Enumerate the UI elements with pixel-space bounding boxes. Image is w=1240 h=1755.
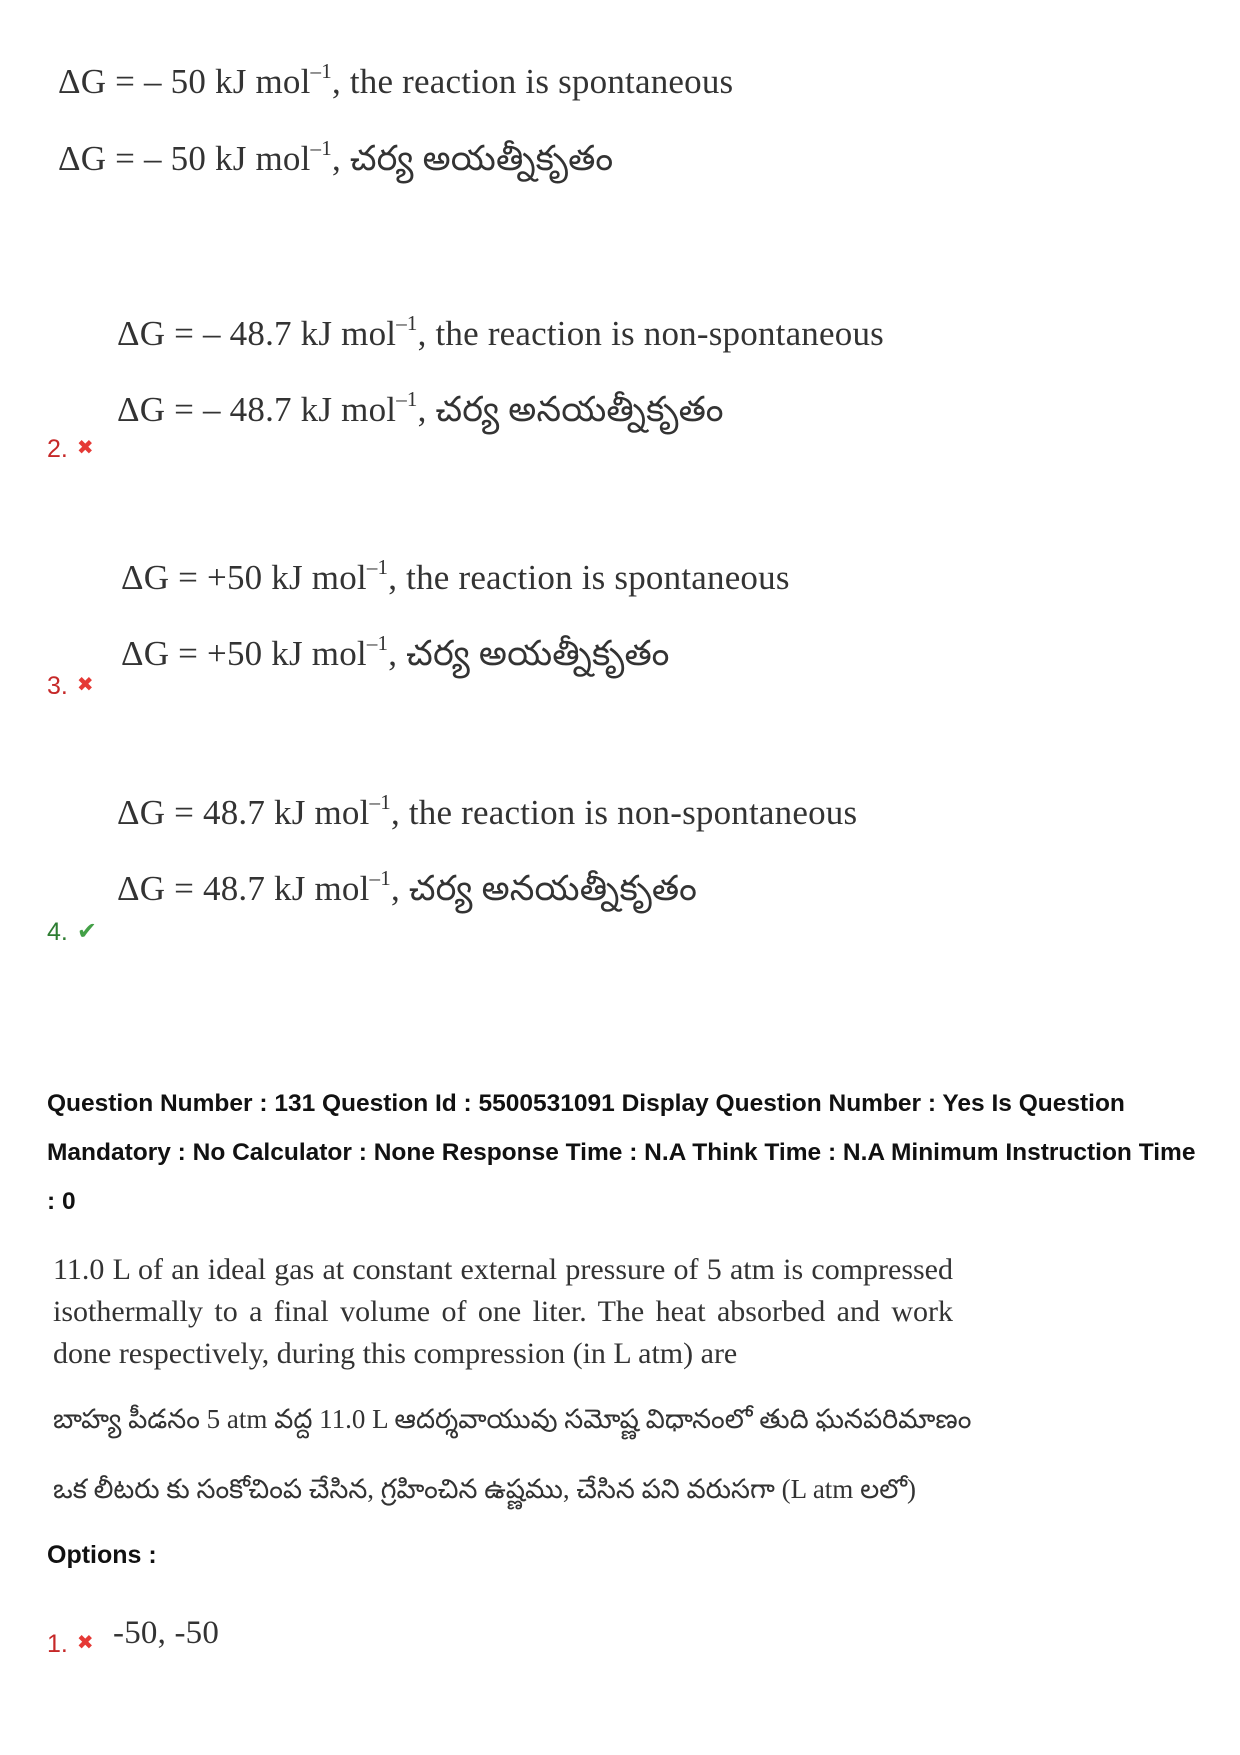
option3-equation-te: ΔG = +50 kJ mol$^{-1}$, చర్య అయత్నీకృతం xyxy=(121,631,670,673)
option1-equation-en: ΔG = – 50 kJ mol$^{-1}$, the reaction is spontaneous xyxy=(58,59,734,101)
option2-equation-en: ΔG = – 48.7 kJ mol$^{-1}$, the reaction is non-spontaneous xyxy=(117,311,884,353)
option4-equation-en: ΔG = 48.7 kJ mol$^{-1}$, the reaction is non-spontaneous xyxy=(117,790,858,832)
option1-equation-te: ΔG = – 50 kJ mol$^{-1}$, చర్య అయత్నీకృతం xyxy=(58,136,614,178)
option3-number: 3. ✖ xyxy=(47,672,94,700)
question-text-te-line2: ఒక లీటరు కు సంకోచింప చేసిన, గ్రహించిన ఉష్ణము, చేసిన పని వరుసగా (L atm లలో) xyxy=(53,1474,916,1504)
cross-icon: ✖ xyxy=(76,674,94,696)
q131-option1-text: -50, -50 xyxy=(113,1615,220,1651)
question-text-en: 11.0 L of an ideal gas at constant external pressure of 5 atm is compressed isothermally to a final volume of one liter. The heat absorbed and work done respectively, during this compression (in L atm) are xyxy=(53,1253,953,1370)
option4-equation-te: ΔG = 48.7 kJ mol$^{-1}$, చర్య అనయత్నీకృతం xyxy=(117,866,698,908)
option3-equation-en: ΔG = +50 kJ mol$^{-1}$, the reaction is spontaneous xyxy=(121,555,790,597)
check-icon: ✔ xyxy=(76,918,97,945)
question-metadata: Question Number : 131 Question Id : 5500531091 Display Question Number : Yes Is Question Mandatory : No Calculator : None Response Time : N.A Think Time : N.A Minimum Instruction Time : 0 xyxy=(47,1090,1196,1215)
option4-number: 4. ✔ xyxy=(47,918,97,946)
question-text-te-line1: బాహ్య పీడనం 5 atm వద్ద 11.0 L ఆదర్శవాయువు సమోష్ణ విధానంలో తుది ఘనపరిమాణం xyxy=(53,1404,972,1434)
options-label: Options : xyxy=(47,1541,157,1569)
cross-icon: ✖ xyxy=(76,1632,94,1654)
cross-icon: ✖ xyxy=(76,437,94,459)
option2-equation-te: ΔG = – 48.7 kJ mol$^{-1}$, చర్య అనయత్నీకృతం xyxy=(117,387,724,429)
q131-option1-number: 1. ✖ xyxy=(47,1630,94,1658)
option2-number: 2. ✖ xyxy=(47,435,94,463)
